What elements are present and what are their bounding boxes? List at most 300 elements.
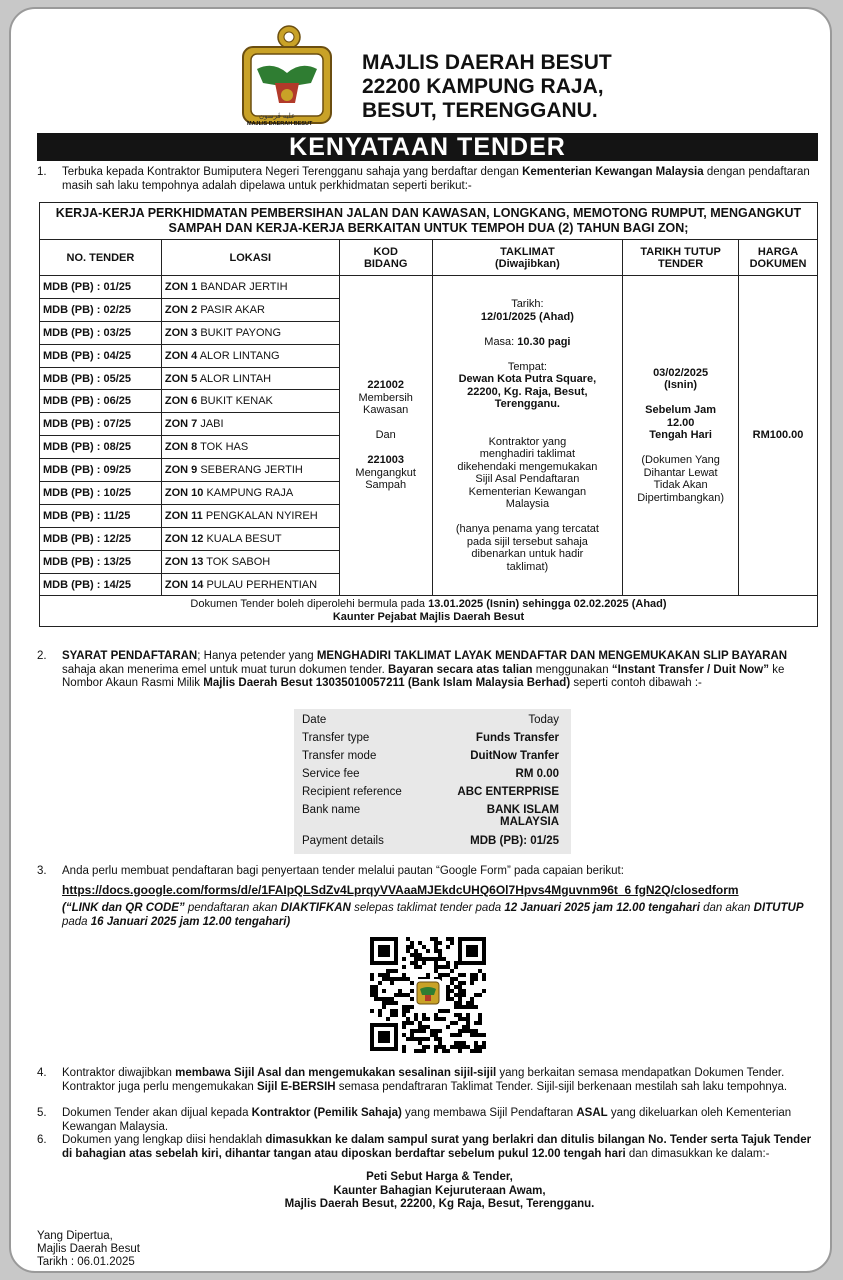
zone-place: BUKIT KENAK [200,395,273,408]
zone-label: ZON 3 [164,326,198,339]
qr-module [402,1049,406,1053]
item-number: 1. [37,166,47,178]
closing-day: (Isnin) [664,379,698,392]
tarikh-tutup-cell [623,276,739,596]
qr-module [406,1021,410,1025]
qr-module [418,1025,422,1029]
bank-line: BANK ISLAM [486,804,559,816]
text: sahaja akan menerima emel untuk muat turun dokumen tender. [62,663,389,676]
qr-module [410,1021,414,1025]
qr-module [442,1049,446,1053]
transfer-value: Funds Transfer [475,732,559,744]
qr-module [462,1029,466,1033]
qr-module [410,961,414,965]
zone-place: KUALA BESUT [206,532,282,545]
transfer-value: MDB (PB): 01/25 [470,835,559,847]
qr-module [386,973,390,977]
text: menggunakan [532,663,612,676]
qr-module [466,1021,470,1025]
tender-no: MDB (PB) : 01/25 [40,276,162,299]
qr-module [450,989,454,993]
footer-counter: Kaunter Pejabat Majlis Daerah Besut [332,611,525,624]
zone-location [161,413,339,436]
zone-location [161,321,339,344]
qr-module [402,1033,406,1037]
qr-module [482,1041,486,1045]
taklimat-note: menghadiri taklimat [479,448,576,461]
text: Anda perlu membuat pendaftaran bagi penyertaan tender melalui pautan “Google Form” pada capaian berikut: [62,865,624,877]
qr-module [466,1001,470,1005]
zone-place: JABI [200,418,224,431]
zone-location [161,459,339,482]
notice-page [9,7,832,1273]
qr-module [418,1021,422,1025]
text: dengan pendaftaran masih sah laku tempohnya adalah dipelawa untuk perkhidmatan seperti berikut:- [62,166,810,192]
taklimat-note: dibenarkan untuk hadir [471,548,584,561]
qr-module [450,981,454,985]
zone-place: TOK HAS [200,441,249,454]
qr-module [442,1009,446,1013]
qr-module [386,977,390,981]
tender-no: MDB (PB) : 07/25 [40,413,162,436]
qr-module [410,1037,414,1041]
signature-date: Tarikh : 06.01.2025 [37,1256,135,1268]
taklimat-date: 12/01/2025 (Ahad) [480,310,574,323]
qr-module [474,973,478,977]
text: semasa pendaftraran Taklimat Tender. Sijil-sijil berkenaan mestilah sah laku tempohnya. [335,1080,788,1093]
qr-module [410,989,414,993]
tender-no: MDB (PB) : 09/25 [40,459,162,482]
kod-desc: Sampah [365,479,407,492]
qr-module [438,1009,442,1013]
text: Dokumen yang lengkap diisi hendaklah [62,1134,266,1146]
header-line: HARGA [757,245,799,258]
qr-module [402,1013,406,1017]
qr-module [386,1001,390,1005]
qr-module [442,973,446,977]
qr-module [458,973,462,977]
qr-module [478,1021,482,1025]
zone-location [161,367,339,390]
qr-module [450,1021,454,1025]
qr-module [462,993,466,997]
qr-module [478,1017,482,1021]
qr-module [450,997,454,1001]
qr-finder-top-right [458,937,486,965]
qr-center-logo [414,979,442,1007]
tender-no: MDB (PB) : 10/25 [40,482,162,505]
qr-module [478,1045,482,1049]
zone-place: KAMPUNG RAJA [206,486,294,499]
transfer-value: ABC ENTERPRISE [457,786,559,798]
qr-module [402,957,406,961]
qr-module [474,1029,478,1033]
qr-module [430,1033,434,1037]
transfer-example-box [294,709,571,854]
qr-module [462,1025,466,1029]
qr-module [458,985,462,989]
col-header-harga [739,240,818,276]
qr-module [434,969,438,973]
qr-module [434,941,438,945]
paragraph-4 [37,1067,817,1094]
qr-module [478,1033,482,1037]
qr-module [478,1049,482,1053]
signatory-org: Majlis Daerah Besut [37,1243,140,1255]
qr-module [426,1017,430,1021]
qr-module [434,1049,438,1053]
qr-module [446,993,450,997]
qr-module [474,1045,478,1049]
qr-module [410,1029,414,1033]
qr-module [446,1009,450,1013]
qr-module [390,969,394,973]
document-price: RM100.00 [752,429,804,442]
taklimat-note: dikehendaki mengemukakan [457,460,598,473]
qr-module [394,1009,398,1013]
qr-module [470,1033,474,1037]
closing-time: Sebelum Jam [645,404,717,417]
taklimat-label: Tarikh: [511,298,544,311]
qr-module [398,977,402,981]
zone-location [161,573,339,596]
kod-desc: Membersih [358,391,413,404]
qr-module [382,977,386,981]
text-bold-italic: 16 Januari 2025 jam 12.00 tengahari) [90,915,291,928]
qr-module [438,953,442,957]
qr-module [422,1025,426,1029]
qr-module [458,997,462,1001]
qr-module [470,1029,474,1033]
qr-module [454,977,458,981]
logo-script: عليه‌ ڤرسون [259,113,296,120]
col-header-no: NO. TENDER [40,240,162,276]
qr-module [402,1005,406,1009]
closing-note: (Dokumen Yang [641,454,720,467]
qr-module [406,1017,410,1021]
qr-module [382,1001,386,1005]
qr-module [454,1013,458,1017]
taklimat-note: Kontraktor yang [488,435,567,448]
zone-place: SEBERANG JERTIH [200,464,303,477]
address-line: Kaunter Bahagian Kejuruteraan Awam, [333,1184,546,1197]
qr-module [458,1045,462,1049]
qr-module [458,1005,462,1009]
zone-place: PULAU PERHENTIAN [206,578,318,591]
text: dan dimasukkan ke dalam:- [625,1147,770,1160]
table-row [40,276,818,299]
tender-no: MDB (PB) : 05/25 [40,367,162,390]
tender-table [39,202,818,627]
signatory-title: Yang Dipertua, [37,1230,113,1242]
zone-label: ZON 2 [164,303,198,316]
qr-module [458,1041,462,1045]
logo-caption: MAJLIS DAERAH BESUT [247,121,313,127]
kod-desc: Kawasan [363,404,409,417]
qr-module [414,1017,418,1021]
address-line: Majlis Daerah Besut, 22200, Kg Raja, Besut, Terengganu. [284,1198,595,1210]
qr-module [462,973,466,977]
closing-time: 12.00 [666,416,695,429]
text-bold-italic: 12 Januari 2025 jam 12.00 tengahari [504,902,700,914]
qr-module [470,997,474,1001]
transfer-value: DuitNow Tranfer [470,750,559,762]
tender-no: MDB (PB) : 14/25 [40,573,162,596]
qr-module [466,1029,470,1033]
qr-module [406,993,410,997]
qr-module [430,957,434,961]
kod-dan: Dan [375,429,396,442]
qr-module [438,1029,442,1033]
qr-module [370,1009,374,1013]
taklimat-venue: 22200, Kg. Raja, Besut, [467,385,588,398]
qr-module [370,989,374,993]
qr-module [458,993,462,997]
text-italic: selepas taklimat tender pada [350,902,505,914]
qr-module [438,1045,442,1049]
qr-module [414,957,418,961]
zone-label: ZON 5 [164,372,198,385]
qr-module [458,1017,462,1021]
closing-note: Dipertimbangkan) [637,491,725,504]
col-header-tarikh-tutup [623,240,739,276]
qr-module [370,985,374,989]
qr-module [426,973,430,977]
zone-label: ZON 14 [164,578,204,591]
org-line-2: 22200 KAMPUNG RAJA, [362,75,604,98]
qr-module [402,973,406,977]
text-bold: Bayaran secara atas talian [388,663,533,676]
qr-module [458,981,462,985]
qr-module [434,1013,438,1017]
qr-module [462,1017,466,1021]
text-bold-italic: (“LINK dan QR CODE” [62,902,185,914]
council-logo [237,21,337,131]
qr-module [474,1033,478,1037]
qr-module [390,977,394,981]
qr-module [442,1045,446,1049]
qr-module [434,1033,438,1037]
paragraph-1 [37,166,817,193]
qr-module [446,989,450,993]
zone-place: ALOR LINTAH [199,372,272,385]
text: Terbuka kepada Kontraktor Bumiputera Negeri Terengganu sahaja yang berdaftar dengan [62,166,523,178]
qr-module [422,1017,426,1021]
qr-module [410,941,414,945]
qr-module [458,1001,462,1005]
zone-location [161,436,339,459]
zone-label: ZON 11 [164,509,203,522]
qr-module [454,961,458,965]
text-bold-italic: DITUTUP [753,902,804,914]
qr-module [446,945,450,949]
qr-module [426,1037,430,1041]
qr-module [418,957,422,961]
zone-label: ZON 6 [164,395,198,408]
qr-module [410,1033,414,1037]
tender-no: MDB (PB) : 12/25 [40,527,162,550]
qr-module [438,1037,442,1041]
qr-module [434,1045,438,1049]
qr-module [406,945,410,949]
qr-module [466,1025,470,1029]
qr-code[interactable] [364,933,492,1055]
qr-module [390,1013,394,1017]
qr-module [446,1025,450,1029]
qr-module [418,1029,422,1033]
table-footer-row [40,596,818,627]
qr-module [438,941,442,945]
qr-module [394,1013,398,1017]
qr-module [386,1017,390,1021]
letterhead [237,21,657,131]
text-italic: dan akan [699,902,754,914]
zone-place: PENGKALAN NYIREH [205,509,318,522]
transfer-value: RM 0.00 [515,768,559,780]
text-bold: membawa Sijil Asal dan mengemukakan sesalinan sijil-sijil [175,1067,497,1079]
qr-module [434,957,438,961]
qr-module [394,1001,398,1005]
qr-module [438,1017,442,1021]
zone-location [161,298,339,321]
item-number: 5. [37,1107,47,1119]
qr-module [446,1049,450,1053]
tender-no: MDB (PB) : 08/25 [40,436,162,459]
zone-place: ALOR LINTANG [199,349,280,362]
page-title: KENYATAAN TENDER [37,133,818,161]
qr-module [378,981,382,985]
qr-module [454,1041,458,1045]
qr-module [482,1045,486,1049]
qr-module [454,1045,458,1049]
qr-module [410,1005,414,1009]
qr-module [422,957,426,961]
qr-module [378,997,382,1001]
qr-module [442,965,446,969]
qr-module [370,977,374,981]
qr-module [474,993,478,997]
qr-module [422,1037,426,1041]
zone-location [161,344,339,367]
transfer-key: Recipient reference [302,786,402,798]
qr-module [426,1045,430,1049]
footer-text: Dokumen Tender boleh diperolehi bermula pada [190,598,429,611]
zone-location [161,390,339,413]
transfer-key: Payment details [302,835,384,847]
qr-module [426,949,430,953]
qr-module [382,989,386,993]
qr-module [466,1013,470,1017]
zone-location [161,276,339,299]
qr-module [478,993,482,997]
transfer-value: Today [528,714,559,726]
closing-note: Dihantar Lewat [643,466,718,479]
tender-no: MDB (PB) : 11/25 [40,504,162,527]
qr-module [450,941,454,945]
taklimat-note: Kementerian Kewangan [468,485,587,498]
qr-module [402,1021,406,1025]
qr-module [434,965,438,969]
qr-module [462,1041,466,1045]
qr-module [414,953,418,957]
qr-module [398,989,402,993]
qr-module [402,977,406,981]
taklimat-note: (hanya penama yang tercatat [455,523,599,536]
text-bold: Majlis Daerah Besut 13035010057211 (Bank Islam Malaysia Berhad) [203,677,571,689]
text: yang berkaitan semasa mendapatkan Dokumen Tender. Kontraktor juga perlu mengemukakan [62,1067,785,1093]
tender-no: MDB (PB) : 13/25 [40,550,162,573]
registration-link[interactable]: https://docs.google.com/forms/d/e/1FAIpQLSdZv4LprqyVVAaaMJEkdcUHQ6Ol7Hpvs4Mguvnm96t_6 fgN2Q/closedform [62,882,739,897]
qr-module [482,973,486,977]
qr-module [438,965,442,969]
qr-module [426,1025,430,1029]
qr-module [406,937,410,941]
qr-module [402,1009,406,1013]
tender-no: MDB (PB) : 06/25 [40,390,162,413]
qr-module [446,973,450,977]
footer-dates: 13.01.2025 (Isnin) sehingga 02.02.2025 (Ahad) [428,598,667,611]
transfer-key: Service fee [302,768,360,780]
qr-module [470,981,474,985]
text-italic: pada [62,915,91,928]
zone-label: ZON 8 [164,441,198,454]
qr-module [454,993,458,997]
qr-module [474,1049,478,1053]
qr-module [414,1049,418,1053]
transfer-key: Bank name [302,804,361,816]
org-line-3: BESUT, TERENGGANU. [362,99,598,122]
qr-module [474,977,478,981]
tender-no: MDB (PB) : 04/25 [40,344,162,367]
qr-module [450,1033,454,1037]
text-italic: pendaftaran akan [184,902,281,914]
qr-module [442,1017,446,1021]
paragraph-6 [37,1134,817,1212]
qr-module [370,973,374,977]
qr-module [470,977,474,981]
qr-module [426,957,430,961]
qr-module [374,993,378,997]
qr-module [374,989,378,993]
harga-cell [739,276,818,596]
text: seperti contoh dibawah :- [570,677,702,689]
paragraph-2 [37,650,817,691]
text-bold: “Instant Transfer / Duit Now” [611,663,769,676]
qr-module [474,1005,478,1009]
qr-module [406,1037,410,1041]
qr-module [438,949,442,953]
zone-place: BUKIT PAYONG [200,326,282,339]
qr-module [386,997,390,1001]
qr-module [418,941,422,945]
qr-module [446,937,450,941]
text: ke Nombor Akaun Rasmi Milik [62,663,785,689]
qr-module [462,1045,466,1049]
zone-location [161,482,339,505]
taklimat-note: taklimat) [506,560,549,573]
address-line: Peti Sebut Harga & Tender, [366,1171,513,1183]
header-line: TENDER [657,257,704,270]
qr-module [398,993,402,997]
qr-module [422,1045,426,1049]
signature-block [37,1230,140,1269]
qr-module [482,977,486,981]
qr-module [422,1013,426,1017]
qr-module [406,949,410,953]
header-line: BIDANG [363,257,408,270]
qr-module [446,985,450,989]
org-address [362,51,612,123]
